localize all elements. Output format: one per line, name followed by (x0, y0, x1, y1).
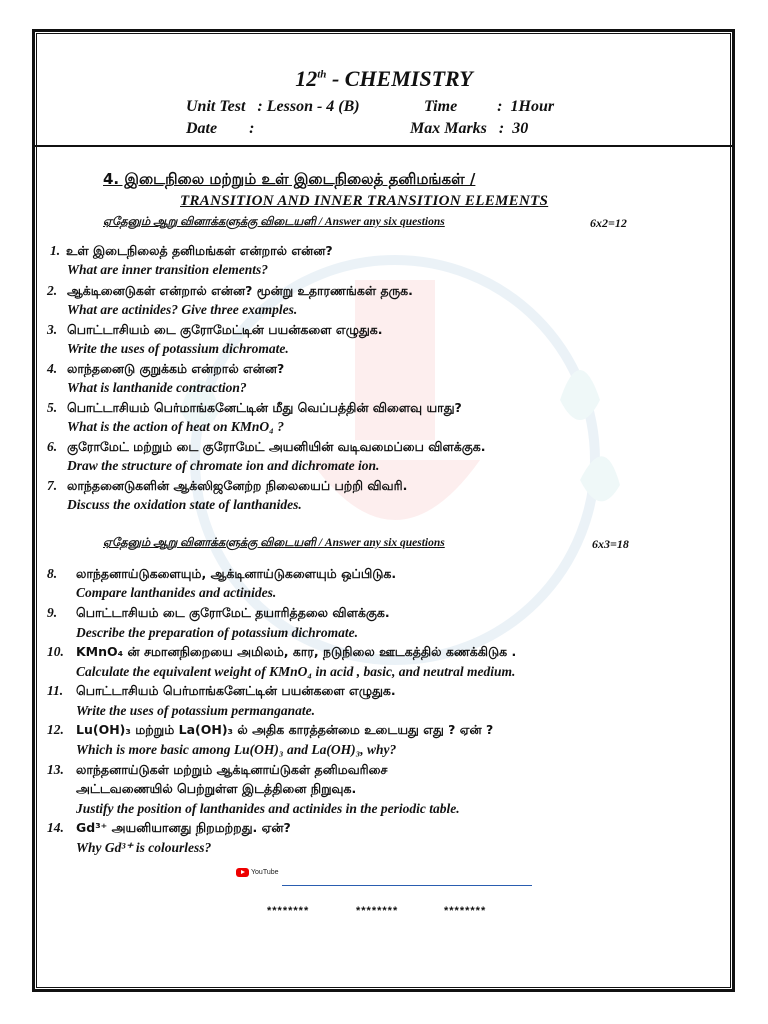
question-english: Write the uses of potassium permanganate. (76, 703, 316, 718)
question-english: Compare lanthanides and actinides. (76, 585, 277, 600)
question-tamil: பொட்டாசியம் டை குரோமேட் தயாரித்தலை விளக்குக. (76, 605, 390, 620)
question-number: 1. (50, 243, 61, 258)
question-number: 14. (47, 820, 64, 835)
question-tamil: KMnO₄ ன் சமானநிறையை அமிலம், கார, நடுநிலை ஊடகத்தில் கணக்கிடுக . (76, 644, 517, 659)
question-english: What are actinides? Give three examples. (67, 302, 298, 317)
question-english: Justify the position of lanthanides and actinides in the periodic table. (76, 801, 460, 816)
unit-test-label: Unit Test : Lesson - 4 (B) (186, 98, 360, 115)
question-english: Calculate the equivalent weight of KMnO₄ in acid , basic, and neutral medium. (76, 664, 516, 679)
question-number: 8. (47, 566, 58, 581)
question-number: 12. (47, 722, 64, 737)
max-marks-label: Max Marks : 30 (410, 120, 529, 137)
lesson-title-english: TRANSITION AND INNER TRANSITION ELEMENTS (180, 193, 549, 209)
separator-stars: ******** (267, 905, 310, 917)
question-tamil: லாந்தனைடுகளின் ஆக்ஸிஜனேற்ற நிலையைப் பற்றி விவரி. (67, 478, 408, 493)
question-number: 11. (47, 683, 64, 698)
question-tamil: Gd³⁺ அயனியானது நிறமற்றது. ஏன்? (76, 820, 291, 835)
question-english: What are inner transition elements? (67, 262, 269, 277)
question-number: 5. (47, 400, 58, 415)
question-english: What is lanthanide contraction? (67, 380, 247, 395)
question-number: 13. (47, 762, 64, 777)
question-tamil: ஆக்டினைடுகள் என்றால் என்ன? மூன்று உதாரணங்கள் தருக. (67, 283, 413, 298)
separator-stars: ******** (356, 905, 399, 917)
question-tamil: பொட்டாசியம் பெர்மாங்கனேட்டின் பயன்களை எழுதுக. (76, 683, 396, 698)
page-title: 12th - CHEMISTRY (295, 66, 473, 91)
date-label: Date : (186, 120, 255, 137)
question-english: Write the uses of potassium dichromate. (67, 341, 289, 356)
question-tamil: உள் இடைநிலைத் தனிமங்கள் என்றால் என்ன? (66, 243, 333, 258)
question-english: Which is more basic among Lu(OH)₃ and La(OH)₃, why? (76, 742, 397, 757)
question-number: 4. (47, 361, 58, 376)
question-tamil: பொட்டாசியம் பெர்மாங்கனேட்டின் மீது வெப்பத்தின் விளைவு யாது? (67, 400, 462, 415)
question-tamil: லாந்தனைடு குறுக்கம் என்றால் என்ன? (67, 361, 285, 376)
question-number: 10. (47, 644, 64, 659)
question-english: What is the action of heat on KMnO₄ ? (67, 419, 284, 434)
separator-stars: ******** (444, 905, 487, 917)
question-tamil: பொட்டாசியம் டை குரோமேட்டின் பயன்களை எழுதுக. (67, 322, 383, 337)
time-label: Time : 1Hour (424, 98, 555, 115)
question-number: 3. (47, 322, 58, 337)
lesson-title-tamil: 4. இடைநிலை மற்றும் உள் இடைநிலைத் தனிமங்கள் / (103, 170, 476, 188)
link-underline[interactable] (282, 885, 532, 886)
question-english: Draw the structure of chromate ion and dichromate ion. (67, 458, 380, 473)
youtube-icon (236, 868, 249, 877)
youtube-label: YouTube (251, 869, 279, 876)
question-english: Why Gd³⁺ is colourless? (76, 840, 212, 855)
question-tamil-continued: அட்டவணையில் பெற்றுள்ள இடத்தினை நிறுவுக. (76, 781, 357, 796)
section1-instruction: ஏதேனும் ஆறு வினாக்களுக்கு விடையளி / Answer any six questions (103, 216, 445, 228)
section1-marks: 6x2=12 (590, 216, 627, 230)
section2-instruction: ஏதேனும் ஆறு வினாக்களுக்கு விடையளி / Answer any six questions (103, 537, 445, 549)
question-number: 7. (47, 478, 58, 493)
header-divider (33, 145, 733, 147)
question-number: 9. (47, 605, 58, 620)
section2-marks: 6x3=18 (592, 537, 629, 551)
youtube-logo[interactable] (236, 868, 279, 877)
question-tamil: Lu(OH)₃ மற்றும் La(OH)₃ ல் அதிக காரத்தன்மை உடையது எது ? ஏன் ? (76, 722, 494, 737)
question-tamil: லாந்தனாய்டுகளையும், ஆக்டினாய்டுகளையும் ஒப்பிடுக. (76, 566, 397, 581)
question-english: Describe the preparation of potassium dichromate. (76, 625, 359, 640)
question-english: Discuss the oxidation state of lanthanides. (67, 497, 302, 512)
question-number: 2. (47, 283, 58, 298)
question-tamil: லாந்தனாய்டுகள் மற்றும் ஆக்டினாய்டுகள் தனிமவரிசை (76, 762, 388, 777)
question-tamil: குரோமேட் மற்றும் டை குரோமேட் அயனியின் வடிவமைப்பை விளக்குக. (67, 439, 486, 454)
question-number: 6. (47, 439, 58, 454)
